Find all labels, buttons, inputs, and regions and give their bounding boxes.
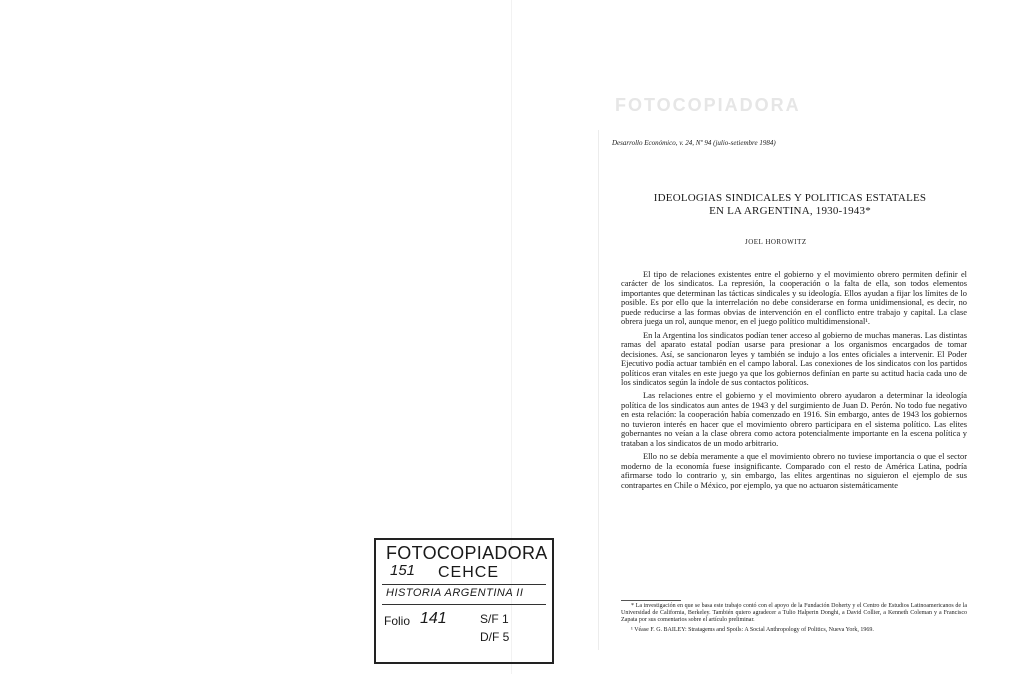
footnote-divider — [621, 600, 681, 601]
footnote: * La investigación en que se basa este trabajo contó con el apoyo de la Fundación Doherty y el Centro de Estudios Latinoamericanos de la Universidad de California, Berkeley. También quiero agradecer a Tulio Halperin Donghi, a David Collier, a Kenneth Coleman y a Francisco Zapata por sus comentarios sobre el artículo preliminar. — [621, 603, 967, 624]
footnote: ¹ Véase F. G. BAILEY: Stratagems and Spoils: A Social Anthropology of Politics, Nueva York, 1969. — [631, 626, 874, 633]
body-paragraph: Ello no se debía meramente a que el movimiento obrero no tuviese importancia o que el sector moderno de la economía fuese insignificante. Comparado con el resto de América Latina, podría afirmarse todo lo contrario y, sin embargo, las elites argentinas no siguieron el ejemplo de sus contrapartes en Chile o México, por ejemplo, ya que no actuaron sistemáticamente — [621, 452, 967, 490]
footnotes — [621, 603, 967, 636]
stamp-folio-value: 141 — [420, 610, 447, 627]
stamp-divider — [382, 584, 546, 585]
stamp-course: HISTORIA ARGENTINA II — [386, 587, 524, 599]
stamp-folio-label: Folio — [384, 614, 411, 628]
article-title-line: EN LA ARGENTINA, 1930-1943* — [709, 205, 871, 217]
page-fold-line-right — [598, 130, 599, 650]
stamp-title: FOTOCOPIADORA — [386, 543, 548, 563]
stamp-sf: S/F 1 — [480, 612, 509, 626]
article-body — [621, 270, 967, 494]
article-author: JOEL HOROWITZ — [745, 238, 807, 246]
article-title — [640, 192, 940, 218]
stamp-org: CEHCE — [438, 564, 500, 581]
article-title-line: IDEOLOGIAS SINDICALES Y POLITICAS ESTATALES — [653, 192, 927, 204]
ghost-header-text: FOTOCOPIADORA — [615, 95, 801, 115]
body-paragraph: En la Argentina los sindicatos podían tener acceso al gobierno de muchas maneras. Las distintas ramas del aparato estatal podían usarse para presionar a los organismos encargados de tomar decisiones. Así, se sancionaron leyes y también se indujo a los entes oficiales a intervenir. El Poder Ejecutivo podía actuar también en el campo laboral. Las conexiones de los sindicatos con los partidos políticos eran vitales en este juego ya que los gobiernos definían en parte su actitud hacia cada uno de los sindicatos según la índole de sus contactos políticos. — [621, 330, 967, 387]
stamp-number: 151 — [390, 562, 416, 579]
body-paragraph: El tipo de relaciones existentes entre el gobierno y el movimiento obrero permiten definir el carácter de los sindicatos. La represión, la cooperación o la falta de ella, son todos elementos importantes que determinan las tácticas sindicales y su ideología. Ellos ayudan a fijar los límites de lo posible. Es por ello que la interrelación no debe considerarse en forma unidimensional, es decir, no puede reducirse a las formas obvias de intervención en el conflicto entre trabajo y capital. La clase obrera juega un rol, aunque menor, en el juego político multidimensional¹. — [621, 270, 967, 327]
body-paragraph: Las relaciones entre el gobierno y el movimiento obrero ayudaron a determinar la ideología política de los sindicatos aun antes de 1943 y del surgimiento de Juan D. Perón. No todo fue negativo en esta relación: la cooperación había comenzado en 1916. Sin embargo, antes de 1943 los gobiernos no tuvieron interés en hacer que el movimiento obrero participara en el sistema político. Las elites gobernantes no veían a la clase obrera como actora potencialmente importante en la escena política y trataban a los sindicatos de un modo arbitrario. — [621, 391, 967, 448]
journal-citation: Desarrollo Económico, v. 24, Nº 94 (julio-setiembre 1984) — [612, 139, 776, 147]
stamp-divider — [382, 604, 546, 605]
photocopy-stamp — [374, 538, 554, 664]
stamp-df: D/F 5 — [480, 630, 510, 644]
